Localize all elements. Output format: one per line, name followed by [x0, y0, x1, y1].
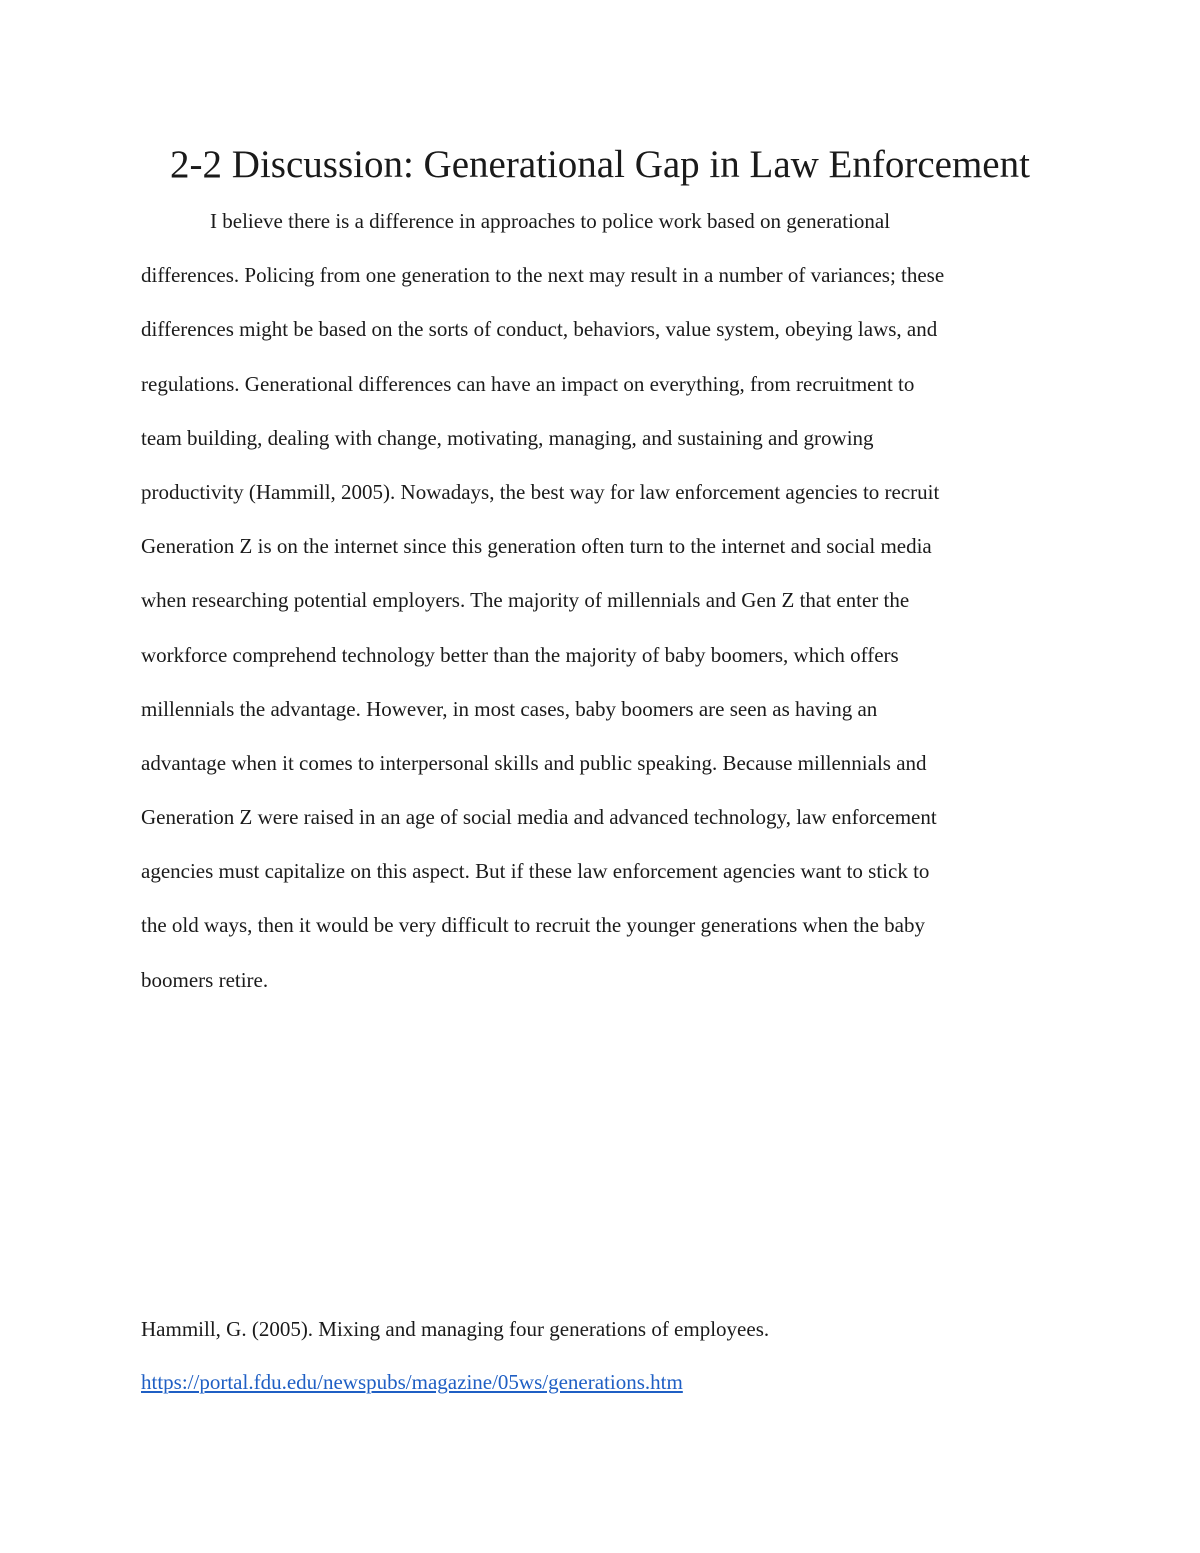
- body-line: workforce comprehend technology better than the majority of baby boomers, which offers: [141, 642, 899, 667]
- body-line: advantage when it comes to interpersonal skills and public speaking. Because millennials and: [141, 750, 927, 775]
- discussion-body: [141, 194, 1071, 1007]
- body-line: team building, dealing with change, motivating, managing, and sustaining and growing: [141, 425, 874, 450]
- reference-link[interactable]: https://portal.fdu.edu/newspubs/magazine/05ws/generations.htm: [141, 1370, 683, 1394]
- body-line: when researching potential employers. The majority of millennials and Gen Z that enter the: [141, 588, 910, 613]
- body-line: differences might be based on the sorts of conduct, behaviors, value system, obeying laws, and: [141, 317, 938, 342]
- body-line: boomers retire.: [141, 967, 269, 992]
- body-line: productivity (Hammill, 2005). Nowadays, the best way for law enforcement agencies to recruit: [141, 479, 940, 504]
- body-line: differences. Policing from one generation to the next may result in a number of variances; these: [141, 263, 945, 288]
- body-line: I believe there is a difference in approaches to police work based on generational: [210, 209, 891, 233]
- body-line: the old ways, then it would be very difficult to recruit the younger generations when the baby: [141, 913, 925, 938]
- body-line: regulations. Generational differences can have an impact on everything, from recruitment to: [141, 371, 915, 396]
- reference-citation: Hammill, G. (2005). Mixing and managing four generations of employees.: [141, 1317, 770, 1341]
- body-line: millennials the advantage. However, in most cases, baby boomers are seen as having an: [141, 696, 878, 721]
- page-title: 2-2 Discussion: Generational Gap in Law Enforcement: [170, 143, 1030, 186]
- body-line: agencies must capitalize on this aspect. But if these law enforcement agencies want to stick to: [141, 859, 930, 884]
- body-line: Generation Z were raised in an age of social media and advanced technology, law enforcement: [141, 805, 937, 830]
- body-line: Generation Z is on the internet since this generation often turn to the internet and social media: [141, 534, 932, 559]
